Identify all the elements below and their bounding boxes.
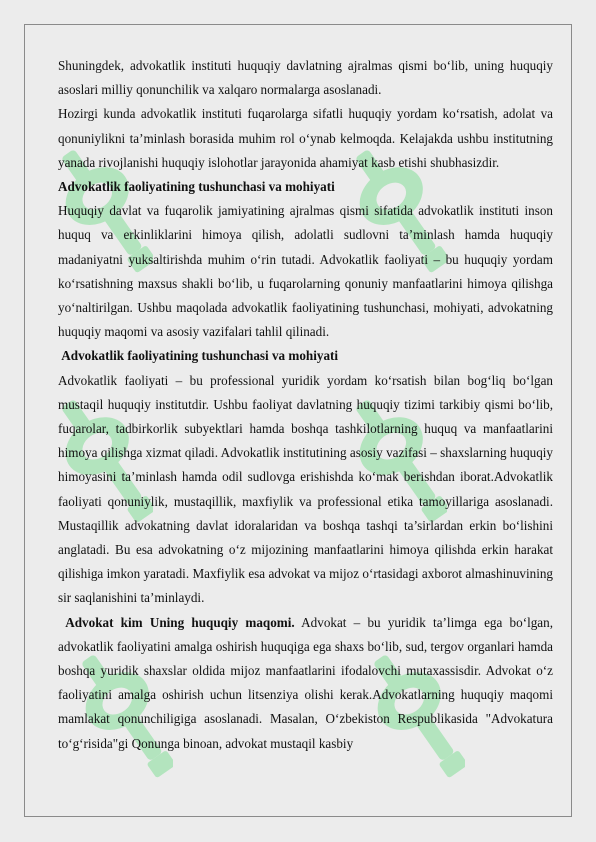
document-page [24, 24, 572, 817]
document-body [58, 54, 557, 756]
section-heading: Advokatlik faoliyatining tushunchasi va mohiyati [58, 348, 339, 364]
paragraph: Huquqiy davlat va fuqarolik jamiyatining ajralmas qismi sifatida advokatlik instituti inson huquq va erkinliklarini himoya qilish, adolatli sudlovni ta’minlash hamda huquqiy madaniyatni yuksaltirishda muhim o‘rin tutadi. Advokatlik faoliyati – bu huquqiy yordam ko‘rsatishning maxsus shakli bo‘lib, u fuqarolarning qonuniy manfaatlarini himoya qilishga yo‘naltirilgan. Ushbu maqolada advokatlik faoliyatining tushunchasi, mohiyati, advokatning huquqiy maqomi va asosiy vazifalari tahlil qilinadi. [58, 203, 553, 340]
paragraph: Shuningdek, advokatlik instituti huquqiy davlatning ajralmas qismi bo‘lib, uning huquqiy asoslari milliy qonunchilik va xalqaro normalarga asoslanadi. [58, 58, 553, 98]
paragraph-text: Advokat – bu yuridik ta’limga ega bo‘lgan, advokatlik faoliyatini amalga oshirish huquqiga ega shaxs bo‘lib, sud, tergov organlari hamda boshqa yuridik shaxslar oldida mijoz manfaatlarini ifodalovchi mutaxassisdir. Advokat o‘z faoliyatini amalga oshirish uchun litsenziya olishi kerak.Advokatlarning huquqiy maqomi mamlakat qonunchiligiga asoslanadi. Masalan, O‘zbekiston Respublikasida "Advokatura to‘g‘risida"gi Qonunga binoan, advokat mustaqil kasbiy [58, 614, 557, 751]
paragraph: Advokatlik faoliyati – bu professional yuridik yordam ko‘rsatish bilan bog‘liq bo‘lgan mustaqil huquqiy institutdir. Ushbu faoliyat davlatning huquqiy tizimi tarkibiy qismi bo‘lib, fuqarolar, tadbirkorlik subyektlari hamda boshqa tashkilotlarning huquq va manfaatlarini himoya qilishga xizmat qiladi. Advokatlik institutining asosiy vazifasi – shaxslarning huquqiy himoyasini ta’minlash hamda odil sudlovga erishishda ko‘mak berishdan iborat.Advokatlik faoliyati qonuniylik, mustaqillik, maxfiylik va professional etika tamoyillariga asoslanadi. Mustaqillik advokatning davlat idoralaridan va boshqa tashqi ta’sirlardan erkin bo‘lishini anglatadi. Bu esa advokatning o‘z mijozining manfaatlarini himoya qilishda erkin harakat qilishiga imkon yaratadi. Maxfiylik esa advokat va mijoz o‘rtasidagi axborot almashinuvining sir saqlanishini ta’minlaydi. [58, 372, 553, 606]
section-heading: Advokatlik faoliyatining tushunchasi va mohiyati [58, 179, 335, 195]
paragraph-with-heading [58, 611, 557, 756]
paragraph: Hozirgi kunda advokatlik instituti fuqarolarga sifatli huquqiy yordam ko‘rsatish, adolat va qonuniylikni ta’minlash borasida muhim rol o‘ynab kelmoqda. Kelajakda ushbu institutning yanada rivojlanishi huquqiy islohotlar jarayonida ahamiyat kasb etishi shubhasizdir. [58, 106, 553, 170]
inline-heading: Advokat kim Uning huquqiy maqomi. [58, 614, 295, 630]
